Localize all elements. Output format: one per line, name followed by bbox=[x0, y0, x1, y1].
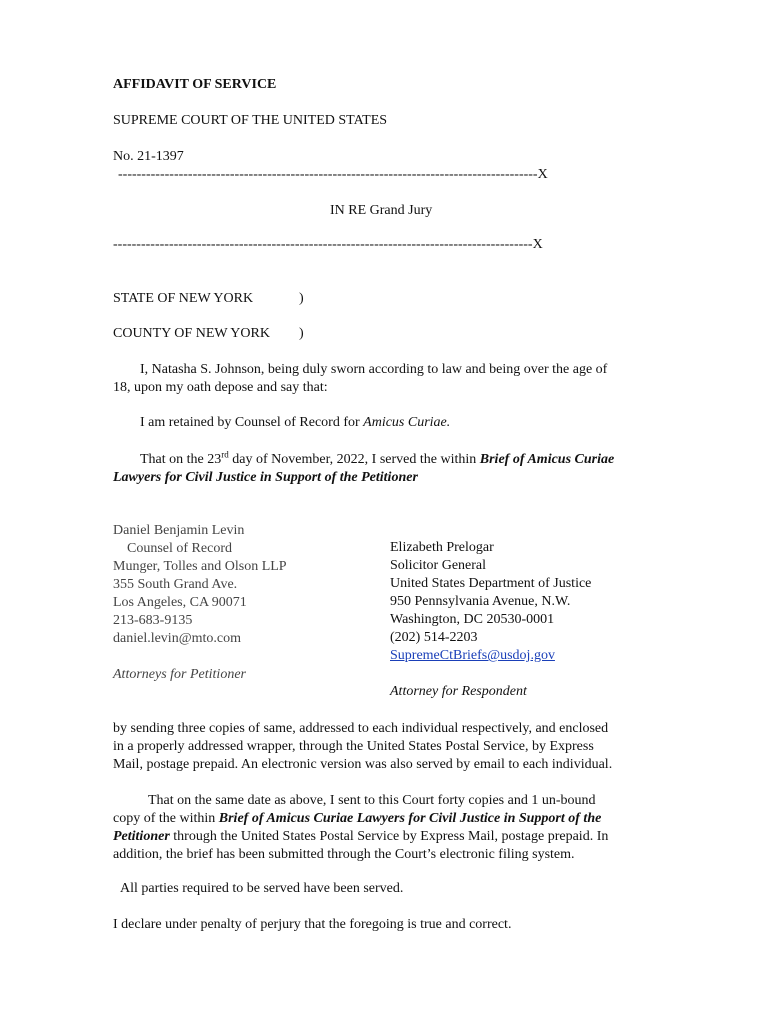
petitioner-address-2: Los Angeles, CA 90071 bbox=[113, 595, 247, 610]
service-line-3: Mail, postage prepaid. An electronic version was also served by email to each individual. bbox=[113, 757, 613, 772]
venue-county-paren: ) bbox=[299, 326, 304, 341]
petitioner-address-1: 355 South Grand Ave. bbox=[113, 577, 238, 592]
respondent-role: Solicitor General bbox=[390, 558, 487, 573]
venue-state-paren: ) bbox=[299, 291, 304, 306]
filing-line-2 bbox=[113, 810, 601, 828]
filing-line-4: addition, the brief has been submitted through the Court’s electronic filing system. bbox=[113, 847, 575, 862]
respondent-block bbox=[390, 539, 591, 701]
served-text-a: That on the 23 bbox=[140, 452, 222, 467]
respondent-email-link[interactable]: SupremeCtBriefs@usdoj.gov bbox=[390, 648, 555, 663]
petitioner-block bbox=[113, 522, 287, 684]
oath-line-1: I, Natasha S. Johnson, being duly sworn according to law and being over the age of bbox=[140, 362, 608, 377]
respondent-name: Elizabeth Prelogar bbox=[390, 540, 494, 555]
oath-line-2: 18, upon my oath depose and say that: bbox=[113, 380, 328, 395]
venue-state: STATE OF NEW YORK bbox=[113, 291, 254, 306]
filing-brief-title-end: Petitioner bbox=[113, 829, 170, 844]
respondent-agency: United States Department of Justice bbox=[390, 576, 592, 591]
petitioner-firm: Munger, Tolles and Olson LLP bbox=[113, 559, 287, 574]
filing-line-1: That on the same date as above, I sent to this Court forty copies and 1 un-bound bbox=[148, 793, 596, 808]
brief-title-part-1: Brief of Amicus Curiae bbox=[479, 452, 615, 467]
brief-title-part-2: Lawyers for Civil Justice in Support of the Petitioner bbox=[113, 470, 418, 485]
document-title: AFFIDAVIT OF SERVICE bbox=[113, 77, 277, 92]
petitioner-email: daniel.levin@mto.com bbox=[113, 631, 241, 646]
respondent-address-2: Washington, DC 20530-0001 bbox=[390, 612, 555, 627]
case-number: No. 21-1397 bbox=[113, 149, 184, 164]
respondent-phone: (202) 514-2203 bbox=[390, 630, 478, 645]
retained-italic: Amicus Curiae. bbox=[363, 415, 451, 430]
filing-brief-title: Brief of Amicus Curiae Lawyers for Civil Justice in Support of the bbox=[218, 811, 602, 826]
served-ordinal-suffix: rd bbox=[221, 449, 229, 460]
served-line-1 bbox=[140, 451, 614, 469]
respondent-label: Attorney for Respondent bbox=[390, 684, 527, 699]
petitioner-label: Attorneys for Petitioner bbox=[113, 667, 246, 682]
served-text-b: day of November, 2022, I served the within bbox=[228, 452, 480, 467]
perjury-declaration: I declare under penalty of perjury that the foregoing is true and correct. bbox=[113, 917, 512, 932]
case-name: IN RE Grand Jury bbox=[330, 203, 433, 218]
filing-line-2-text: copy of the within bbox=[113, 811, 219, 826]
petitioner-phone: 213-683-9135 bbox=[113, 613, 193, 628]
service-line-2: in a properly addressed wrapper, through the United States Postal Service, by Express bbox=[113, 739, 594, 754]
venue-county: COUNTY OF NEW YORK bbox=[113, 326, 270, 341]
service-line-1: by sending three copies of same, addressed to each individual respectively, and enclosed bbox=[113, 721, 609, 736]
retained-statement bbox=[140, 414, 450, 432]
filing-line-3 bbox=[113, 828, 608, 846]
respondent-address-1: 950 Pennsylvania Avenue, N.W. bbox=[390, 594, 571, 609]
caption-divider-bottom: ------------------------------------------------------------------------------------------X bbox=[113, 237, 543, 252]
petitioner-role: Counsel of Record bbox=[127, 541, 232, 556]
caption-divider-top: ------------------------------------------------------------------------------------------X bbox=[118, 167, 548, 182]
all-served-statement: All parties required to be served have been served. bbox=[120, 881, 404, 896]
filing-line-3-text: through the United States Postal Service by Express Mail, postage prepaid. In bbox=[169, 829, 609, 844]
retained-text: I am retained by Counsel of Record for bbox=[140, 415, 364, 430]
court-name: SUPREME COURT OF THE UNITED STATES bbox=[113, 113, 388, 128]
petitioner-name: Daniel Benjamin Levin bbox=[113, 523, 245, 538]
